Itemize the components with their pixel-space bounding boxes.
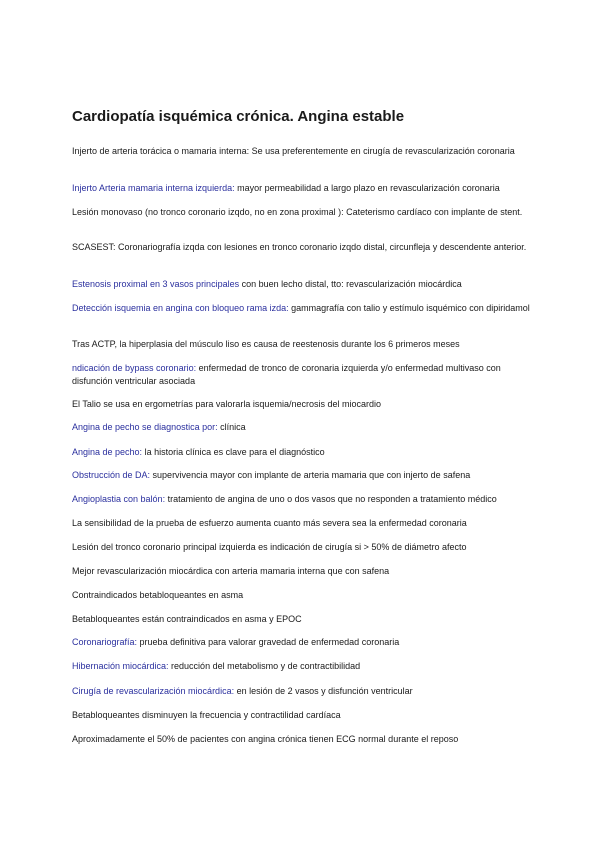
note-item [72, 541, 532, 554]
note-highlight: Coronariografía: [72, 637, 138, 647]
note-item [72, 398, 532, 411]
note-text: El Talio se usa en ergometrías para valorarla isquemia/necrosis del miocardio [72, 399, 381, 409]
document-title: Cardiopatía isquémica crónica. Angina estable [72, 108, 405, 125]
note-item [72, 182, 532, 195]
note-text: tratamiento de angina de uno o dos vasos que no responden a tratamiento médico [165, 494, 497, 504]
note-highlight: Estenosis proximal en 3 vasos principales [72, 279, 240, 289]
note-text: gammagrafía con talio y estímulo isquémico con dipiridamol [288, 303, 530, 313]
note-item [72, 362, 532, 387]
note-item [72, 338, 532, 351]
note-highlight: Obstrucción de DA: [72, 470, 151, 480]
note-item [72, 613, 532, 626]
note-item [72, 206, 532, 219]
note-text: prueba definitiva para valorar gravedad de enfermedad coronaria [137, 637, 400, 647]
note-item [72, 685, 532, 698]
note-text: Betabloqueantes disminuyen la frecuencia y contractilidad cardíaca [72, 710, 341, 720]
note-text: SCASEST: Coronariografía izqda con lesiones en tronco coronario izqdo distal, circunfleja y descendente anterior. [72, 242, 527, 252]
note-highlight: Detección isquemia en angina con bloqueo rama izda: [72, 303, 289, 313]
note-item [72, 517, 532, 530]
note-item [72, 446, 532, 459]
note-highlight: Hibernación miocárdica: [72, 661, 169, 671]
note-item [72, 709, 532, 722]
note-text: supervivencia mayor con implante de arteria mamaria que con injerto de safena [150, 470, 471, 480]
note-text: reducción del metabolismo y de contractibilidad [168, 661, 361, 671]
note-item [72, 636, 532, 649]
note-item [72, 145, 532, 158]
note-text: en lesión de 2 vasos y disfunción ventricular [234, 686, 413, 696]
note-text: Mejor revascularización miocárdica con arteria mamaria interna que con safena [72, 566, 390, 576]
note-highlight: ndicación de bypass coronario: [72, 363, 197, 373]
note-text: Betabloqueantes están contraindicados en asma y EPOC [72, 614, 302, 624]
note-text: Injerto de arteria torácica o mamaria interna: Se usa preferentemente en cirugía de revascularización coronaria [72, 146, 515, 156]
note-text: la historia clínica es clave para el diagnóstico [142, 447, 325, 457]
note-text: La sensibilidad de la prueba de esfuerzo aumenta cuanto más severa sea la enfermedad coronaria [72, 518, 467, 528]
note-highlight: Cirugía de revascularización miocárdica: [72, 686, 235, 696]
note-text: con buen lecho distal, tto: revascularización miocárdica [239, 279, 462, 289]
note-highlight: Angina de pecho se diagnostica por: [72, 422, 218, 432]
note-text: enfermedad de tronco de coronaria izquierda y/o enfermedad multivaso con disfunción ventricular asociada [72, 363, 501, 386]
note-text: clínica [217, 422, 246, 432]
note-item [72, 241, 532, 254]
note-highlight: Injerto Arteria mamaria interna izquierda: [72, 183, 235, 193]
note-item [72, 421, 532, 434]
note-highlight: Angina de pecho: [72, 447, 143, 457]
note-item [72, 565, 532, 578]
note-text: mayor permeabilidad a largo plazo en revascularización coronaria [234, 183, 500, 193]
note-text: Lesión del tronco coronario principal izquierda es indicación de cirugía si > 50% de diámetro afecto [72, 542, 467, 552]
note-item [72, 660, 532, 673]
note-item [72, 278, 532, 291]
note-item [72, 493, 532, 506]
note-highlight: Angioplastia con balón: [72, 494, 166, 504]
note-item [72, 589, 532, 602]
note-text: Lesión monovaso (no tronco coronario izqdo, no en zona proximal ): Cateterismo cardíaco con implante de stent. [72, 207, 523, 217]
note-text: Aproximadamente el 50% de pacientes con angina crónica tienen ECG normal durante el reposo [72, 734, 459, 744]
note-text: Tras ACTP, la hiperplasia del músculo liso es causa de reestenosis durante los 6 primeros meses [72, 339, 460, 349]
note-text: Contraindicados betabloqueantes en asma [72, 590, 244, 600]
note-item [72, 469, 532, 482]
note-item [72, 733, 532, 746]
note-item [72, 302, 532, 315]
